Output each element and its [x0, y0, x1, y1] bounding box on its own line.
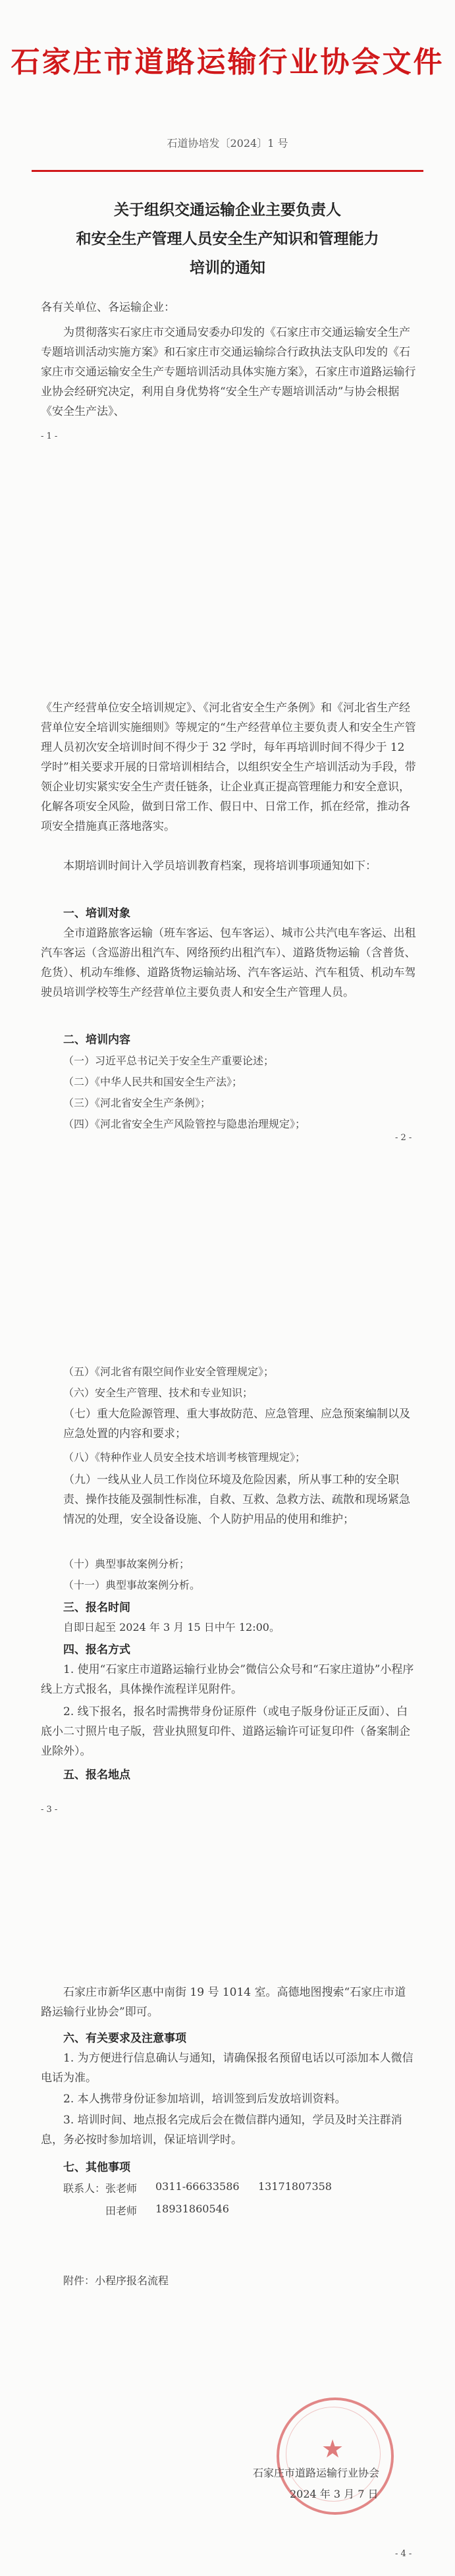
section-heading-3: 三、报名时间	[63, 1601, 130, 1614]
contact-mobile-1: 13171807358	[258, 2180, 332, 2193]
content-item: （九）一线从业人员工作岗位环境及危险因素，所从事工种的安全职责、操作技能及强制性标准，自救、互救、急救方法、疏散和现场紧急情况的处理，安全设备设施、个人防护用品的使用和维护；	[63, 1473, 410, 1526]
page-number-3: - 3 -	[41, 1805, 58, 1815]
intro-paragraph: 为贯彻落实石家庄市交通局安委办印发的《石家庄市交通运输安全生产专题培训活动实施方案》和石家庄市交通运输综合行政执法支队印发的《石家庄市交通运输安全生产专题培训活动具体实施方案》，石家庄市道路运输行业协会经研究决定，利用自身优势将“安全生产专题培训活动”与协会根据《安全生产法》、	[41, 326, 416, 418]
notice-title-line-1: 关于组织交通运输企业主要负责人	[114, 201, 341, 219]
signup-method-2: 2. 线下报名，报名时需携带身份证原件（或电子版身份证正反面）、白底小二寸照片电子版，营业执照复印件、道路运输许可证复印件（备案制企业除外）。	[41, 1705, 410, 1758]
content-item: （五）《河北省有限空间作业安全管理规定》；	[63, 1365, 275, 1378]
page-2	[0, 659, 455, 1304]
document-number: 石道协培发〔2024〕1 号	[167, 137, 288, 150]
section-heading-7: 七、其他事项	[63, 2161, 130, 2174]
content-item: （十一）典型事故案例分析。	[63, 1579, 201, 1591]
page-4	[0, 1943, 455, 2576]
section-heading-2: 二、培训内容	[63, 1033, 130, 1047]
section-heading-4: 四、报名方式	[63, 1643, 130, 1657]
content-item: （一）习近平总书记关于安全生产重要论述；	[63, 1055, 275, 1067]
section-5-body: 石家庄市新华区惠中南街 19 号 1014 室。高德地图搜索“石家庄市道路运输行业协会”即可。	[41, 1986, 406, 2019]
notice-title-line-2: 和安全生产管理人员安全生产知识和管理能力	[76, 230, 379, 248]
content-item: （六）安全生产管理、技术和专业知识；	[63, 1386, 254, 1399]
page-number-1: - 1 -	[41, 431, 58, 441]
page-number-2: - 2 -	[395, 1133, 412, 1143]
contact-name-2: 田老师	[105, 2205, 138, 2217]
contact-name-1: 张老师	[105, 2182, 138, 2195]
content-item: （三）《河北省安全生产条例》；	[63, 1097, 211, 1109]
section-heading-1: 一、培训对象	[63, 907, 130, 920]
section-1-body: 全市道路旅客运输（班车客运、包车客运）、城市公共汽电车客运、出租汽车客运（含巡游出租汽车、网络预约出租汽车）、道路货物运输（含普货、危货）、机动车维修、道路货物运输站场、汽车客运站、汽车租赁、机动车驾驶员培训学校等生产经营单位主要负责人和安全生产管理人员。	[41, 927, 416, 999]
contact-phone-1: 0311-66633586	[155, 2180, 240, 2193]
signature-organization: 石家庄市道路运输行业协会	[253, 2467, 380, 2479]
content-item: （七）重大危险源管理、重大事故防范、应急管理、应急预案编制以及应急处置的内容和要求；	[63, 1408, 410, 1440]
training-paragraph: 本期培训时间计入学员培训教育档案，现将培训事项通知如下：	[63, 860, 377, 873]
attachment-note: 附件：小程序报名流程	[63, 2274, 169, 2287]
content-item: （八）《特种作业人员安全技术培训考核管理规定》；	[63, 1451, 306, 1464]
requirement-item: 2. 本人携带身份证参加培训，培训签到后发放培训资料。	[63, 2093, 346, 2106]
content-item: （十）典型事故案例分析；	[63, 1558, 190, 1570]
page-3	[0, 1304, 455, 1943]
contact-label: 联系人：	[63, 2182, 106, 2195]
salutation: 各有关单位、各运输企业：	[41, 301, 175, 314]
document-header-title: 石家庄市道路运输行业协会文件	[11, 45, 444, 79]
requirement-item: 3. 培训时间、地点报名完成后会在微信群内通知，学员及时关注群消息，务必按时参加培训，保证培训学时。	[41, 2114, 402, 2147]
notice-title-line-3: 培训的通知	[190, 259, 265, 277]
page-1	[0, 0, 455, 659]
content-item: （二）《中华人民共和国安全生产法》；	[63, 1076, 243, 1088]
red-divider	[32, 170, 423, 172]
seal-star-icon: ★	[321, 2434, 344, 2463]
contact-mobile-2: 18931860546	[155, 2203, 229, 2215]
signature-date: 2024 年 3 月 7 日	[290, 2488, 379, 2500]
section-3-body: 自即日起至 2024 年 3 月 15 日中午 12:00。	[63, 1621, 280, 1633]
page-number-4: - 4 -	[395, 2549, 412, 2559]
requirement-item: 1. 为方便进行信息确认与通知，请确保报名预留电话以可添加本人微信电话为准。	[41, 2052, 414, 2085]
section-heading-5: 五、报名地点	[63, 1768, 130, 1782]
section-heading-6: 六、有关要求及注意事项	[63, 2032, 186, 2045]
signup-method-1: 1. 使用“石家庄市道路运输行业协会”微信公众号和“石家庄道协”小程序线上方式报名，具体操作流程详见附件。	[41, 1663, 414, 1696]
content-item: （四）《河北省安全生产风险管控与隐患治理规定》；	[63, 1118, 306, 1130]
regulation-paragraph: 《生产经营单位安全培训规定》、《河北省安全生产条例》和《河北省生产经营单位安全培训实施细则》等规定的“生产经营单位主要负责人和安全生产管理人员初次安全培训时间不得少于 32 学时，每年再培训时间不得少于 12 学时”相关要求开展的日常培训相结合，以组织安全生产培训活动为手段，带领企业切实紧实安全生产责任链条，让企业真正提高管理能力和安全意识，化解各项安全风险，做到日常工作、假日中、日常工作，抓在经常，推动各项安全措施真正落地落实。	[41, 701, 416, 833]
